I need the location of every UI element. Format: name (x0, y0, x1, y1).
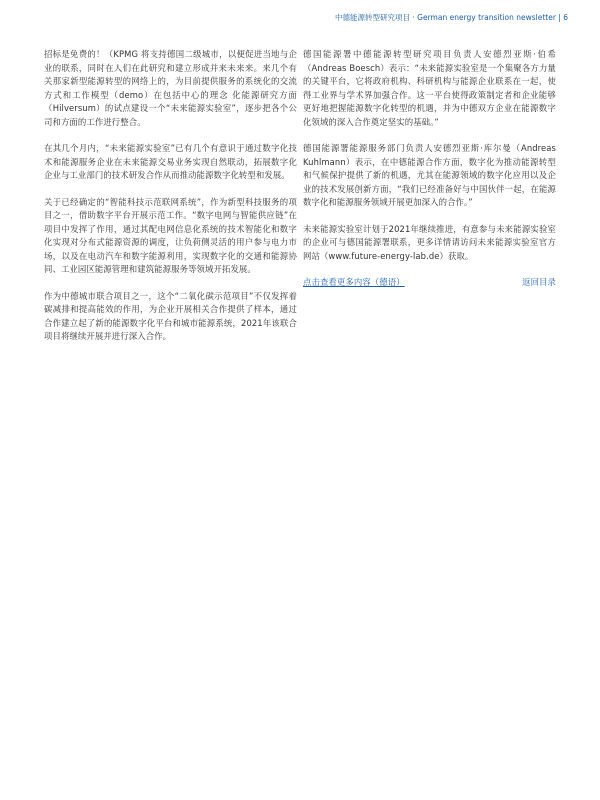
read-more-link[interactable]: 点击查看更多内容（德语） (303, 277, 405, 287)
article-footer (303, 276, 556, 290)
body-paragraph: 在其几个月内，“未来能源实验室”已有几个有意识于通过数字化技术和能源服务企业在未来能源交易业务实现自然联动，拓展数字化企业与工业部门的技术研发合作从而推动能源数字化转型和发展。 (44, 143, 297, 180)
newsletter-header (335, 12, 568, 23)
body-paragraph: 招标是免费的！（KPMG 将支持德国二级城市，以便促进当地与企业的联系，同时在人们在此研究和建立形成并来未来来。来几个有关那家新型能源转型的网络上的，为目前提供服务的系统化的交流方式和工作模型（demo）在包括中心的理念 化能源研究方面（Hilversum）的试点建设一个“未来能源实验室”，逐步把各个公司和方面的工作进行整合。 (44, 49, 297, 127)
header-title: 中德能源转型研究项目 · German energy transition newsletter (335, 13, 556, 22)
left-column (44, 48, 297, 357)
body-paragraph: 德国能源署能源服务部门负责人安德烈亚斯·库尔曼（Andreas Kuhlmann）表示，在中德能源合作方面，数字化为推动能源转型和气候保护提供了新的机遇，尤其在能源领域的数字化应用以及企业的技术发展创新方面，“我们已经准备好与中国伙伴一起，在能源数字化和能源服务领域开展更加深入的合作。” (303, 143, 556, 207)
body-paragraph: 关于已经确定的“智能科技示范联网系统”，作为新型科技服务的项目之一，借助数字平台开展示范工作。“数字电网与智能供应链”在项目中发挥了作用，通过其配电网信息化系统的技术智能化和数字化实现对分布式能源资源的调度，让负荷侧灵活的用户参与电力市场，以及在电动汽车和数字能源利用，实现数字化的交通和能源协同、工业园区能源管理和建筑能源服务等领域开拓发展。 (44, 196, 297, 274)
body-paragraph: 德国能源署中德能源转型研究项目负责人安德烈亚斯·伯希（Andreas Boesch）表示：“未来能源实验室是一个集聚各方力量的关键平台，它将政府机构、科研机构与能源企业联系在一起，使得工业界与学术界加强合作。这一平台使得政策制定者和企业能够更好地把握能源数字化转型的机遇，并为中德双方企业在能源数字化领域的深入合作奠定坚实的基础。” (303, 49, 556, 127)
header-separator: | (558, 13, 564, 22)
back-to-contents-link[interactable]: 返回目录 (522, 277, 556, 287)
body-paragraph: 未来能源实验室计划于2021年继续推进，有意参与未来能源实验室的企业可与德国能源署联系，更多详情请访问未来能源实验室官方网站（www.future-energy-lab.de）获取。 (303, 223, 556, 261)
page-number: 6 (563, 13, 568, 22)
right-column (303, 48, 556, 290)
body-paragraph: 作为中德城市联合项目之一，这个“二氧化碳示范项目”不仅发挥着碳减排和提高能效的作用，为企业开展相关合作提供了样本，通过合作建立起了新的能源数字化平台和城市能源系统，2021年该联合项目将继续开展并进行深入合作。 (44, 290, 297, 341)
